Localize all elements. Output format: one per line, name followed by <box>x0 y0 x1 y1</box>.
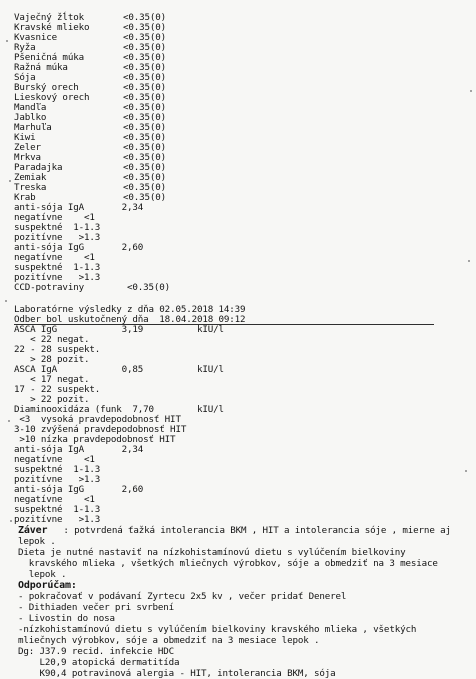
allergen-name: Kravské mlieko <box>14 22 90 33</box>
result-line: suspektné 1-1.3 <box>14 262 101 273</box>
result-line: anti-sója IgA 2,34 <box>14 202 144 213</box>
result-line: Diaminooxidáza (funk 7,70 kIU/l <box>14 404 224 415</box>
recommendation-line: - Dithiaden večer pri svrbení <box>18 602 175 613</box>
result-line: < 17 negat. <box>14 374 90 385</box>
allergen-name: Sója <box>14 72 36 83</box>
result-line: negatívne <1 <box>14 454 95 465</box>
allergen-name: Vaječný žĺtok <box>14 12 84 23</box>
result-line: negatívne <1 <box>14 494 95 505</box>
result-line: 17 - 22 suspekt. <box>14 384 101 395</box>
result-line: CCD-potraviny <0.35(0) <box>14 282 171 293</box>
recommendation-line: - Livostin do nosa <box>18 613 115 624</box>
allergen-value: <0.35(0) <box>123 162 167 173</box>
result-line: 22 - 28 suspekt. <box>14 344 101 355</box>
scan-speck <box>9 180 11 182</box>
result-line: suspektné 1-1.3 <box>14 504 101 515</box>
result-line: pozitívne >1.3 <box>14 514 101 525</box>
allergen-name: Jablko <box>14 112 47 123</box>
result-line: pozitívne >1.3 <box>14 272 101 283</box>
scan-speck <box>5 300 7 302</box>
allergen-name: Kiwi <box>14 132 36 143</box>
zaver-line: lepok . <box>18 569 67 580</box>
allergen-name: Mrkva <box>14 152 41 163</box>
allergen-value: <0.35(0) <box>123 62 167 73</box>
allergen-value: <0.35(0) <box>123 172 167 183</box>
result-line: <3 vysoká pravdepodobnosť HIT <box>14 414 181 425</box>
recommendation-line: mliečnych výrobkov, sóje a obmedziť na 3 mesiace lepok . <box>18 635 320 646</box>
zaver-line: lepok . <box>18 536 56 547</box>
allergen-name: Ražná múka <box>14 62 68 73</box>
allergen-value: <0.35(0) <box>123 152 167 163</box>
result-line: anti-sója IgA 2,34 <box>14 444 144 455</box>
recommendation-line: - pokračovať v podávaní Zyrtecu 2x5 kv , večer pridať Denerel <box>18 591 347 602</box>
result-line: 3-10 zvýšená pravdepodobnosť HIT <box>14 424 187 435</box>
result-line: pozitívne >1.3 <box>14 474 101 485</box>
allergen-name: Pšeničná múka <box>14 52 84 63</box>
allergen-value: <0.35(0) <box>123 22 167 33</box>
result-line: ASCA IgA 0,85 kIU/l <box>14 364 224 375</box>
result-line: < 22 negat. <box>14 334 90 345</box>
result-line: negatívne <1 <box>14 252 95 263</box>
allergen-name: Zeler <box>14 142 41 153</box>
result-line: anti-sója IgG 2,60 <box>14 242 144 253</box>
allergen-name: Burský orech <box>14 82 79 93</box>
result-line: >10 nízka pravdepodobnosť HIT <box>14 434 176 445</box>
result-line: > 22 pozit. <box>14 394 90 405</box>
scan-speck <box>6 40 8 42</box>
allergen-name: Mandľa <box>14 102 47 113</box>
allergen-value: <0.35(0) <box>123 72 167 83</box>
odporucam-label: Odporúčam: <box>18 580 77 591</box>
allergen-value: <0.35(0) <box>123 122 167 133</box>
recommendation-line: L20,9 atopická dermatitída <box>18 657 180 668</box>
allergen-name: Kvasnice <box>14 32 58 43</box>
allergen-value: <0.35(0) <box>123 52 167 63</box>
zaver-label: Záver <box>18 525 48 536</box>
result-line: anti-sója IgG 2,60 <box>14 484 144 495</box>
recommendation-line: K90,4 potravinová alergia - HIT, intolerancia BKM, sója <box>18 668 336 679</box>
allergen-value: <0.35(0) <box>123 32 167 43</box>
lab-header-line: Laboratórne výsledky z dňa 02.05.2018 14:39 <box>14 304 246 315</box>
scan-speck <box>8 420 10 422</box>
result-line: suspektné 1-1.3 <box>14 464 101 475</box>
allergen-value: <0.35(0) <box>123 192 167 203</box>
zaver-line: : potvrdená ťažká intolerancia BKM , HIT a intolerancia sóje , mierne aj <box>58 525 451 536</box>
allergen-name: Lieskový orech <box>14 92 90 103</box>
allergen-name: Ryža <box>14 42 36 53</box>
scan-speck <box>465 470 467 472</box>
recommendation-line: -nízkohistamínovú dietu s vylúčením bielkoviny kravského mlieka , všetkých <box>18 624 417 635</box>
result-line: suspektné 1-1.3 <box>14 222 101 233</box>
zaver-line: Dieta je nutné nastaviť na nízkohistamínovú dietu s vylúčením bielkoviny <box>18 547 406 558</box>
allergen-value: <0.35(0) <box>123 12 167 23</box>
result-line: > 28 pozit. <box>14 354 90 365</box>
result-line: ASCA IgG 3,19 kIU/l <box>14 324 224 335</box>
allergen-name: Treska <box>14 182 47 193</box>
allergen-value: <0.35(0) <box>123 82 167 93</box>
zaver-line: kravského mlieka , všetkých mliečnych výrobkov, sóje a obmedziť na 3 mesiace <box>18 558 438 569</box>
allergen-value: <0.35(0) <box>123 42 167 53</box>
allergen-value: <0.35(0) <box>123 182 167 193</box>
scan-speck <box>468 260 470 262</box>
scan-speck <box>470 90 472 92</box>
lab-header-line: Odber bol uskutočnený dňa 18.04.2018 09:12 <box>14 314 246 325</box>
allergen-value: <0.35(0) <box>123 92 167 103</box>
allergen-name: Marhuľa <box>14 122 52 133</box>
allergen-name: Krab <box>14 192 36 203</box>
allergen-name: Zemiak <box>14 172 47 183</box>
allergen-value: <0.35(0) <box>123 142 167 153</box>
allergen-value: <0.35(0) <box>123 112 167 123</box>
allergen-value: <0.35(0) <box>123 102 167 113</box>
recommendation-line: Dg: J37.9 recid. infekcie HDC <box>18 646 175 657</box>
result-line: pozitívne >1.3 <box>14 232 101 243</box>
allergen-value: <0.35(0) <box>123 132 167 143</box>
result-line: negatívne <1 <box>14 212 95 223</box>
allergen-name: Paradajka <box>14 162 63 173</box>
scan-speck <box>10 520 12 522</box>
